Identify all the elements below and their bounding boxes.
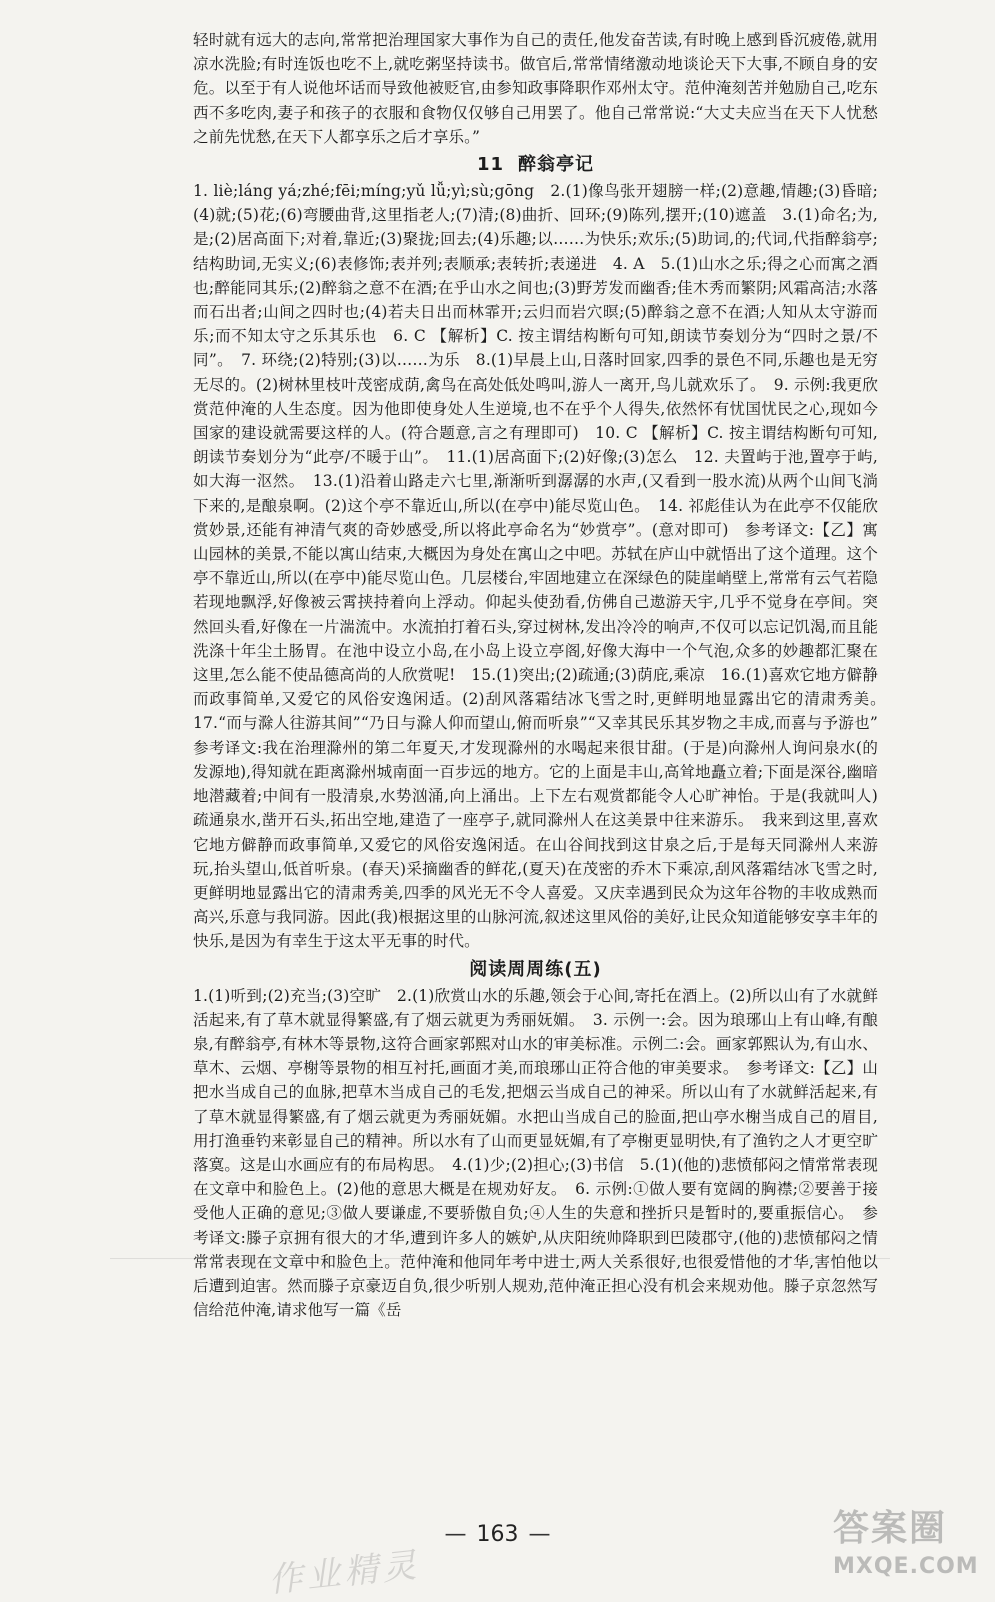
continued-paragraph: 轻时就有远大的志向,常常把治理国家大事作为自己的责任,他发奋苦读,有时晚上感到昏沉疲倦,就用凉水洗脸;有时连饭也吃不上,就吃粥坚持读书。做官后,常常情绪激动地谈论天下大事,不顾自身的安危。以至于有人说他坏话而导致他被贬官,由参知政事降职作邓州太守。范仲淹刻苦并勉励自己,吃东西不多吃肉,妻子和孩子的衣服和食物仅仅够自己用罢了。他自己常常说:“大丈夫应当在天下人忧愁之前先忧愁,在天下人都享乐之后才享乐。”: [193, 31, 878, 146]
watermark-logo-en: MXQE.COM: [833, 1554, 979, 1579]
section-body-zuiwengtingji: 1. liè;láng yá;zhé;fēi;míng;yǔ lǚ;yì;sù;gōng 2.(1)像鸟张开翅膀一样;(2)意趣,情趣;(3)昏暗;(4)就;(5)花;(6)弯腰曲背,这里指老人;(7)清;(8)曲折、回环;(9)陈列,摆开;(10)遮盖 3.(1)命名;为,是;(2)居高面下;对着,靠近;(3)聚拢;回去;(4)乐趣;以……为快乐;欢乐;(5)助词,的;代词,代指醉翁亭;结构助词,无实义;(6)表修饰;表并列;表顺承;表转折;表递进 4. A 5.(1)山水之乐;得之心而寓之酒也;醉能同其乐;(2)醉翁之意不在酒;在乎山水之间也;(3)野芳发而幽香;佳木秀而繁阴;风霜高洁;水落而石出者;山间之四时也;(4)若夫日出而林霏开;云归而岩穴暝;(5)醉翁之意不在酒;人知从太守游而乐;而不知太守之乐其乐也 6. C 【解析】C. 按主谓结构断句可知,朗读节奏划分为“四时之景/不同”。 7. 环绕;(2)特别;(3)以……为乐 8.(1)早晨上山,日落时回家,四季的景色不同,乐趣也是无穷无尽的。(2)树林里枝叶茂密成荫,禽鸟在高处低处鸣叫,游人一离开,鸟儿就欢乐了。 9. 示例:我更欣赏范仲淹的人生态度。因为他即使身处人生逆境,也不在乎个人得失,依然怀有忧国忧民之心,现如今国家的建设就需要这样的人。(符合题意,言之有理即可) 10. C 【解析】C. 按主谓结构断句可知,朗读节奏划分为“此亭/不暖于山”。 11.(1)居高面下;(2)好像;(3)怎么 12. 夫置屿于池,置亭于屿,如大海一沤然。 13.(1)沿着山路走六七里,渐渐听到潺潺的水声,(又看到一股水流)从两个山间飞淌下来的,是酿泉啊。(2)这个亭不靠近山,所以(在亭中)能尽览山色。 14. 祁彪佳认为在此亭不仅能欣赏妙景,还能有神清气爽的奇妙感受,所以将此亭命名为“妙赏亭”。(意对即可) 参考译文:【乙】寓山园林的美景,不能以寓山结束,大概因为身处在寓山之中吧。苏轼在庐山中就悟出了这个道理。这个亭不靠近山,所以(在亭中)能尽览山色。几层楼台,牢固地建立在深绿色的陡崖峭壁上,常常有云气若隐若现地飘浮,好像被云霄挟持着向上浮动。仰起头使劲看,仿佛自己遨游天宇,几乎不觉身在亭间。突然回头看,好像在一片湍流中。水流拍打着石头,穿过树林,发出冷冷的响声,不仅可以忘记饥渴,而且能洗涤十年尘土肠胃。在池中设立小岛,在小岛上设立亭阁,好像大海中一个气泡,众多的妙趣都汇聚在这里,怎么能不使品德高尚的人欣赏呢! 15.(1)突出;(2)疏通;(3)荫庇,乘凉 16.(1)喜欢它地方僻静而政事简单,又爱它的风俗安逸闲适。(2)刮风落霜结冰飞雪之时,更鲜明地显露出它的清肃秀美。 17.“而与滁人往游其间”“乃日与滁人仰而望山,俯而听泉”“又幸其民乐其岁物之丰成,而喜与予游也” 参考译文:我在治理滁州的第二年夏天,才发现滁州的水喝起来很甘甜。(于是)向滁州人询问泉水(的发源地),得知就在距离滁州城南面一百步远的地方。它的上面是丰山,高耸地矗立着;下面是深谷,幽暗地潜藏着;中间有一股清泉,水势汹涌,向上涌出。上下左右观赏都能令人心旷神怡。于是(我就叫人)疏通泉水,凿开石头,拓出空地,建造了一座亭子,就同滁州人在这美景中往来游乐。 我来到这里,喜欢它地方僻静而政事简单,又爱它的风俗安逸闲适。在山谷间找到这甘泉之后,于是每天同滁州人来游玩,抬头望山,低首听泉。(春天)采摘幽香的鲜花,(夏天)在茂密的乔木下乘凉,刮风落霜结冰飞雪之时,更鲜明地显露出它的清肃秀美,四季的风光无不令人喜爱。又庆幸遇到民众为这年谷物的丰收成熟而高兴,乐意与我同游。因此(我)根据这里的山脉河流,叙述这里风俗的美好,让民众知道能够安享丰年的快乐,是因为有幸生于这太平无事的时代。: [193, 182, 894, 951]
page-content: [193, 28, 894, 1322]
section-heading-weekly-reading: [193, 956, 878, 983]
watermark-logo: [833, 1505, 983, 1593]
page-number-dash-right: —: [528, 1522, 551, 1547]
section-title: 醉翁亭记: [518, 154, 595, 176]
paper-crease: [110, 1258, 890, 1259]
section-body-weekly-reading: 1.(1)听到;(2)充当;(3)空旷 2.(1)欣赏山水的乐趣,领会于心间,寄托在酒上。(2)所以山有了水就鲜活起来,有了草木就显得繁盛,有了烟云就更为秀丽妩媚。 3. 示例一:会。因为琅琊山上有山峰,有酿泉,有醉翁亭,有林木等景物,这符合画家郭熙对山水的审美标准。示例二:会。画家郭熙认为,有山水、草木、云烟、亭榭等景物的相互衬托,画面才美,而琅琊山正符合他的审美要求。 参考译文:【乙】山把水当成自己的血脉,把草木当成自己的毛发,把烟云当成自己的神采。所以山有了水就鲜活起来,有了草木就显得繁盛,有了烟云就更为秀丽妩媚。水把山当成自己的脸面,把山亭水榭当成自己的眉目,用打渔垂钓来彰显自己的精神。所以水有了山而更显妩媚,有了亭榭更显明快,有了渔钓之人才更空旷落寞。这是山水画应有的布局构思。 4.(1)少;(2)担心;(3)书信 5.(1)(他的)悲愤郁闷之情常常表现在文章中和脸色上。(2)他的意思大概是在规劝好友。 6. 示例:①做人要有宽阔的胸襟;②要善于接受他人正确的意见;③做人要谦虚,不要骄傲自负;④人生的失意和挫折只是暂时的,要重振信心。 参考译文:滕子京拥有很大的才华,遭到许多人的嫉妒,从庆阳统帅降职到巴陵郡守,(他的)悲愤郁闷之情常常表现在文章中和脸色上。范仲淹和他同年考中进士,两人关系很好,也很爱惜他的才华,害怕他以后遭到迫害。然而滕子京豪迈自负,很少听别人规劝,范仲淹正担心没有机会来规劝他。滕子京忽然写信给范仲淹,请求他写一篇《岳: [193, 986, 878, 1320]
page-number-dash-left: —: [444, 1522, 467, 1547]
watermark-logo-cn: 答案圈: [833, 1508, 948, 1549]
watermark-left: 作业精灵: [266, 1545, 423, 1601]
section-title: 阅读周周练(五): [469, 958, 602, 980]
section-number: 11: [476, 154, 505, 176]
section-heading-zuiwengtingji: [193, 151, 878, 178]
page-number-value: 163: [476, 1522, 519, 1547]
